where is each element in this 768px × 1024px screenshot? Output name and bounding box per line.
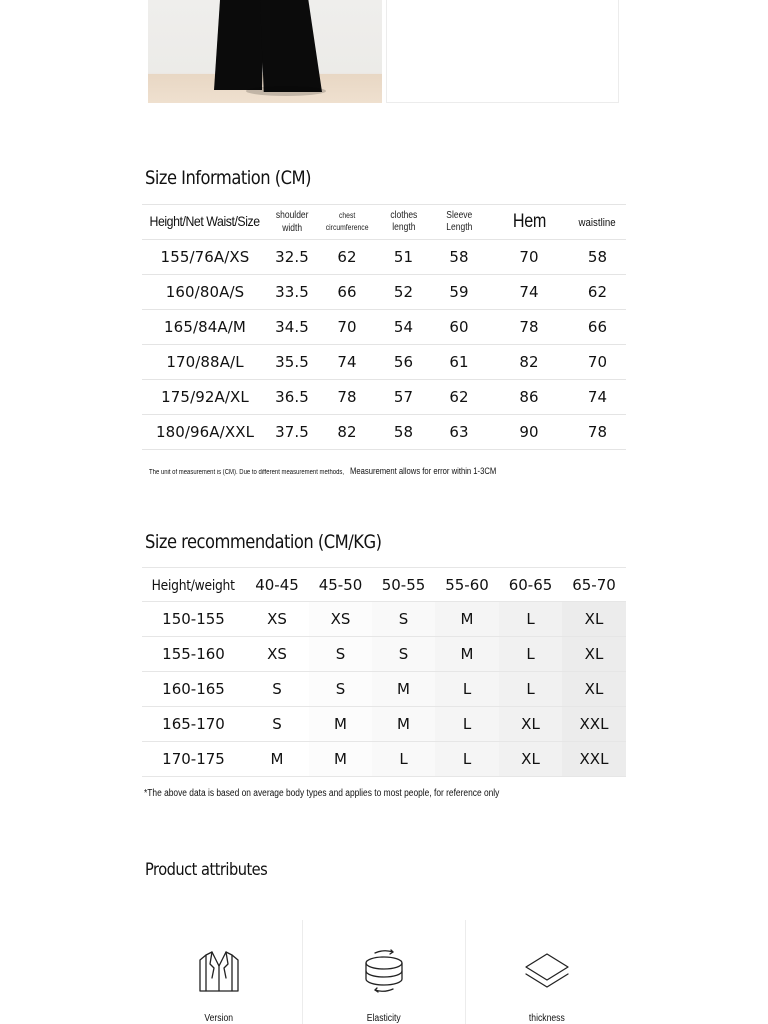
header-sleeve: Sleeve Length [429,205,489,240]
table-cell: 90 [489,415,569,450]
table-row [142,415,626,450]
table-cell: XS [245,602,309,637]
header-waist: waistline [569,205,626,240]
table-cell: M [435,602,499,637]
table-cell: 150-155 [142,602,245,637]
table-cell: 56 [378,345,429,380]
table-cell: L [499,672,562,707]
product-photo-trousers [148,0,382,103]
table-cell: L [435,742,499,777]
table-cell: 165/84A/M [142,310,268,345]
attribute-label: Elasticity [367,1013,401,1024]
table-row [142,275,626,310]
table-cell: 86 [489,380,569,415]
header-weight: 55-60 [435,568,499,602]
table-cell: 70 [316,310,378,345]
table-cell: M [372,707,435,742]
table-cell: L [435,707,499,742]
table-cell: 32.5 [268,240,316,275]
measurement-note-small: The unit of measurement is (CM). Due to different measurement methods, [149,469,345,476]
table-row [142,345,626,380]
table-cell: 51 [378,240,429,275]
reference-note: *The above data is based on average body types and applies to most people, for reference only [144,788,500,799]
table-row [142,707,626,742]
jacket-icon [196,948,242,994]
table-cell: 74 [489,275,569,310]
table-cell: XS [245,637,309,672]
table-cell: M [309,742,372,777]
table-cell: XL [562,672,626,707]
table-cell: 78 [569,415,626,450]
header-size: Height/Net Waist/Size [142,205,268,240]
table-cell: 62 [569,275,626,310]
table-cell: 52 [378,275,429,310]
table-cell: 66 [316,275,378,310]
table-cell: XL [499,742,562,777]
table-cell: 78 [316,380,378,415]
header-weight: 60-65 [499,568,562,602]
table-cell: 61 [429,345,489,380]
size-rec-title: Size recommendation (CM/KG) [145,531,382,553]
table-cell: S [372,637,435,672]
table-cell: 62 [429,380,489,415]
table-cell: 33.5 [268,275,316,310]
table-cell: S [245,707,309,742]
attribute-label: thickness [529,1013,565,1024]
table-cell: 54 [378,310,429,345]
product-photo-blank [386,0,619,103]
size-info-title: Size Information (CM) [145,167,311,189]
table-cell: 58 [429,240,489,275]
table-cell: 70 [489,240,569,275]
table-cell: S [372,602,435,637]
elasticity-icon [361,948,407,994]
table-cell: 60 [429,310,489,345]
size-info-header-row [142,205,626,240]
table-cell: L [499,637,562,672]
table-cell: XS [309,602,372,637]
table-cell: L [499,602,562,637]
table-cell: 36.5 [268,380,316,415]
table-row [142,672,626,707]
table-cell: XL [562,602,626,637]
attribute-thickness [466,920,628,1024]
table-cell: 74 [569,380,626,415]
table-row [142,380,626,415]
size-info-table [142,204,626,450]
photo-trouser-leg-left [214,0,264,90]
table-cell: 66 [569,310,626,345]
table-cell: 82 [316,415,378,450]
table-cell: 155-160 [142,637,245,672]
header-height-weight: Height/weight [142,568,245,602]
table-cell: 70 [569,345,626,380]
table-cell: 175/92A/XL [142,380,268,415]
table-cell: L [372,742,435,777]
table-cell: M [245,742,309,777]
table-cell: 58 [569,240,626,275]
measurement-note [149,461,522,479]
photo-shadow [246,86,326,96]
table-cell: 82 [489,345,569,380]
table-cell: 160/80A/S [142,275,268,310]
table-cell: 180/96A/XXL [142,415,268,450]
table-cell: 58 [378,415,429,450]
table-cell: XXL [562,742,626,777]
table-row [142,240,626,275]
header-shoulder: shoulder width [268,205,316,240]
table-cell: 155/76A/XS [142,240,268,275]
table-cell: S [309,672,372,707]
attribute-label: Version [204,1013,234,1024]
header-weight: 45-50 [309,568,372,602]
table-cell: S [245,672,309,707]
attribute-version [138,920,300,1024]
table-cell: 35.5 [268,345,316,380]
table-row [142,742,626,777]
table-cell: 165-170 [142,707,245,742]
table-cell: 57 [378,380,429,415]
table-cell: 78 [489,310,569,345]
attributes-title: Product attributes [145,860,268,880]
table-cell: XL [562,637,626,672]
size-rec-table [142,567,626,777]
attribute-elasticity [303,920,465,1024]
header-hem: Hem [489,205,569,240]
header-weight: 65-70 [562,568,626,602]
table-cell: S [309,637,372,672]
table-cell: 34.5 [268,310,316,345]
table-row [142,310,626,345]
table-cell: 170/88A/L [142,345,268,380]
photo-trouser-leg-right [260,0,322,92]
table-cell: 74 [316,345,378,380]
table-cell: XXL [562,707,626,742]
table-cell: L [435,672,499,707]
table-row [142,602,626,637]
table-cell: 62 [316,240,378,275]
table-cell: M [372,672,435,707]
table-cell: M [309,707,372,742]
table-row [142,637,626,672]
measurement-note-error: Measurement allows for error within 1-3CM [350,466,497,476]
table-cell: 37.5 [268,415,316,450]
header-weight: 50-55 [372,568,435,602]
size-rec-header-row [142,568,626,602]
table-cell: XL [499,707,562,742]
table-cell: M [435,637,499,672]
header-length: clothes length [378,205,429,240]
table-cell: 59 [429,275,489,310]
table-cell: 160-165 [142,672,245,707]
table-cell: 170-175 [142,742,245,777]
table-cell: 63 [429,415,489,450]
header-chest: chest circumference [316,205,378,240]
header-weight: 40-45 [245,568,309,602]
layers-icon [524,948,570,994]
